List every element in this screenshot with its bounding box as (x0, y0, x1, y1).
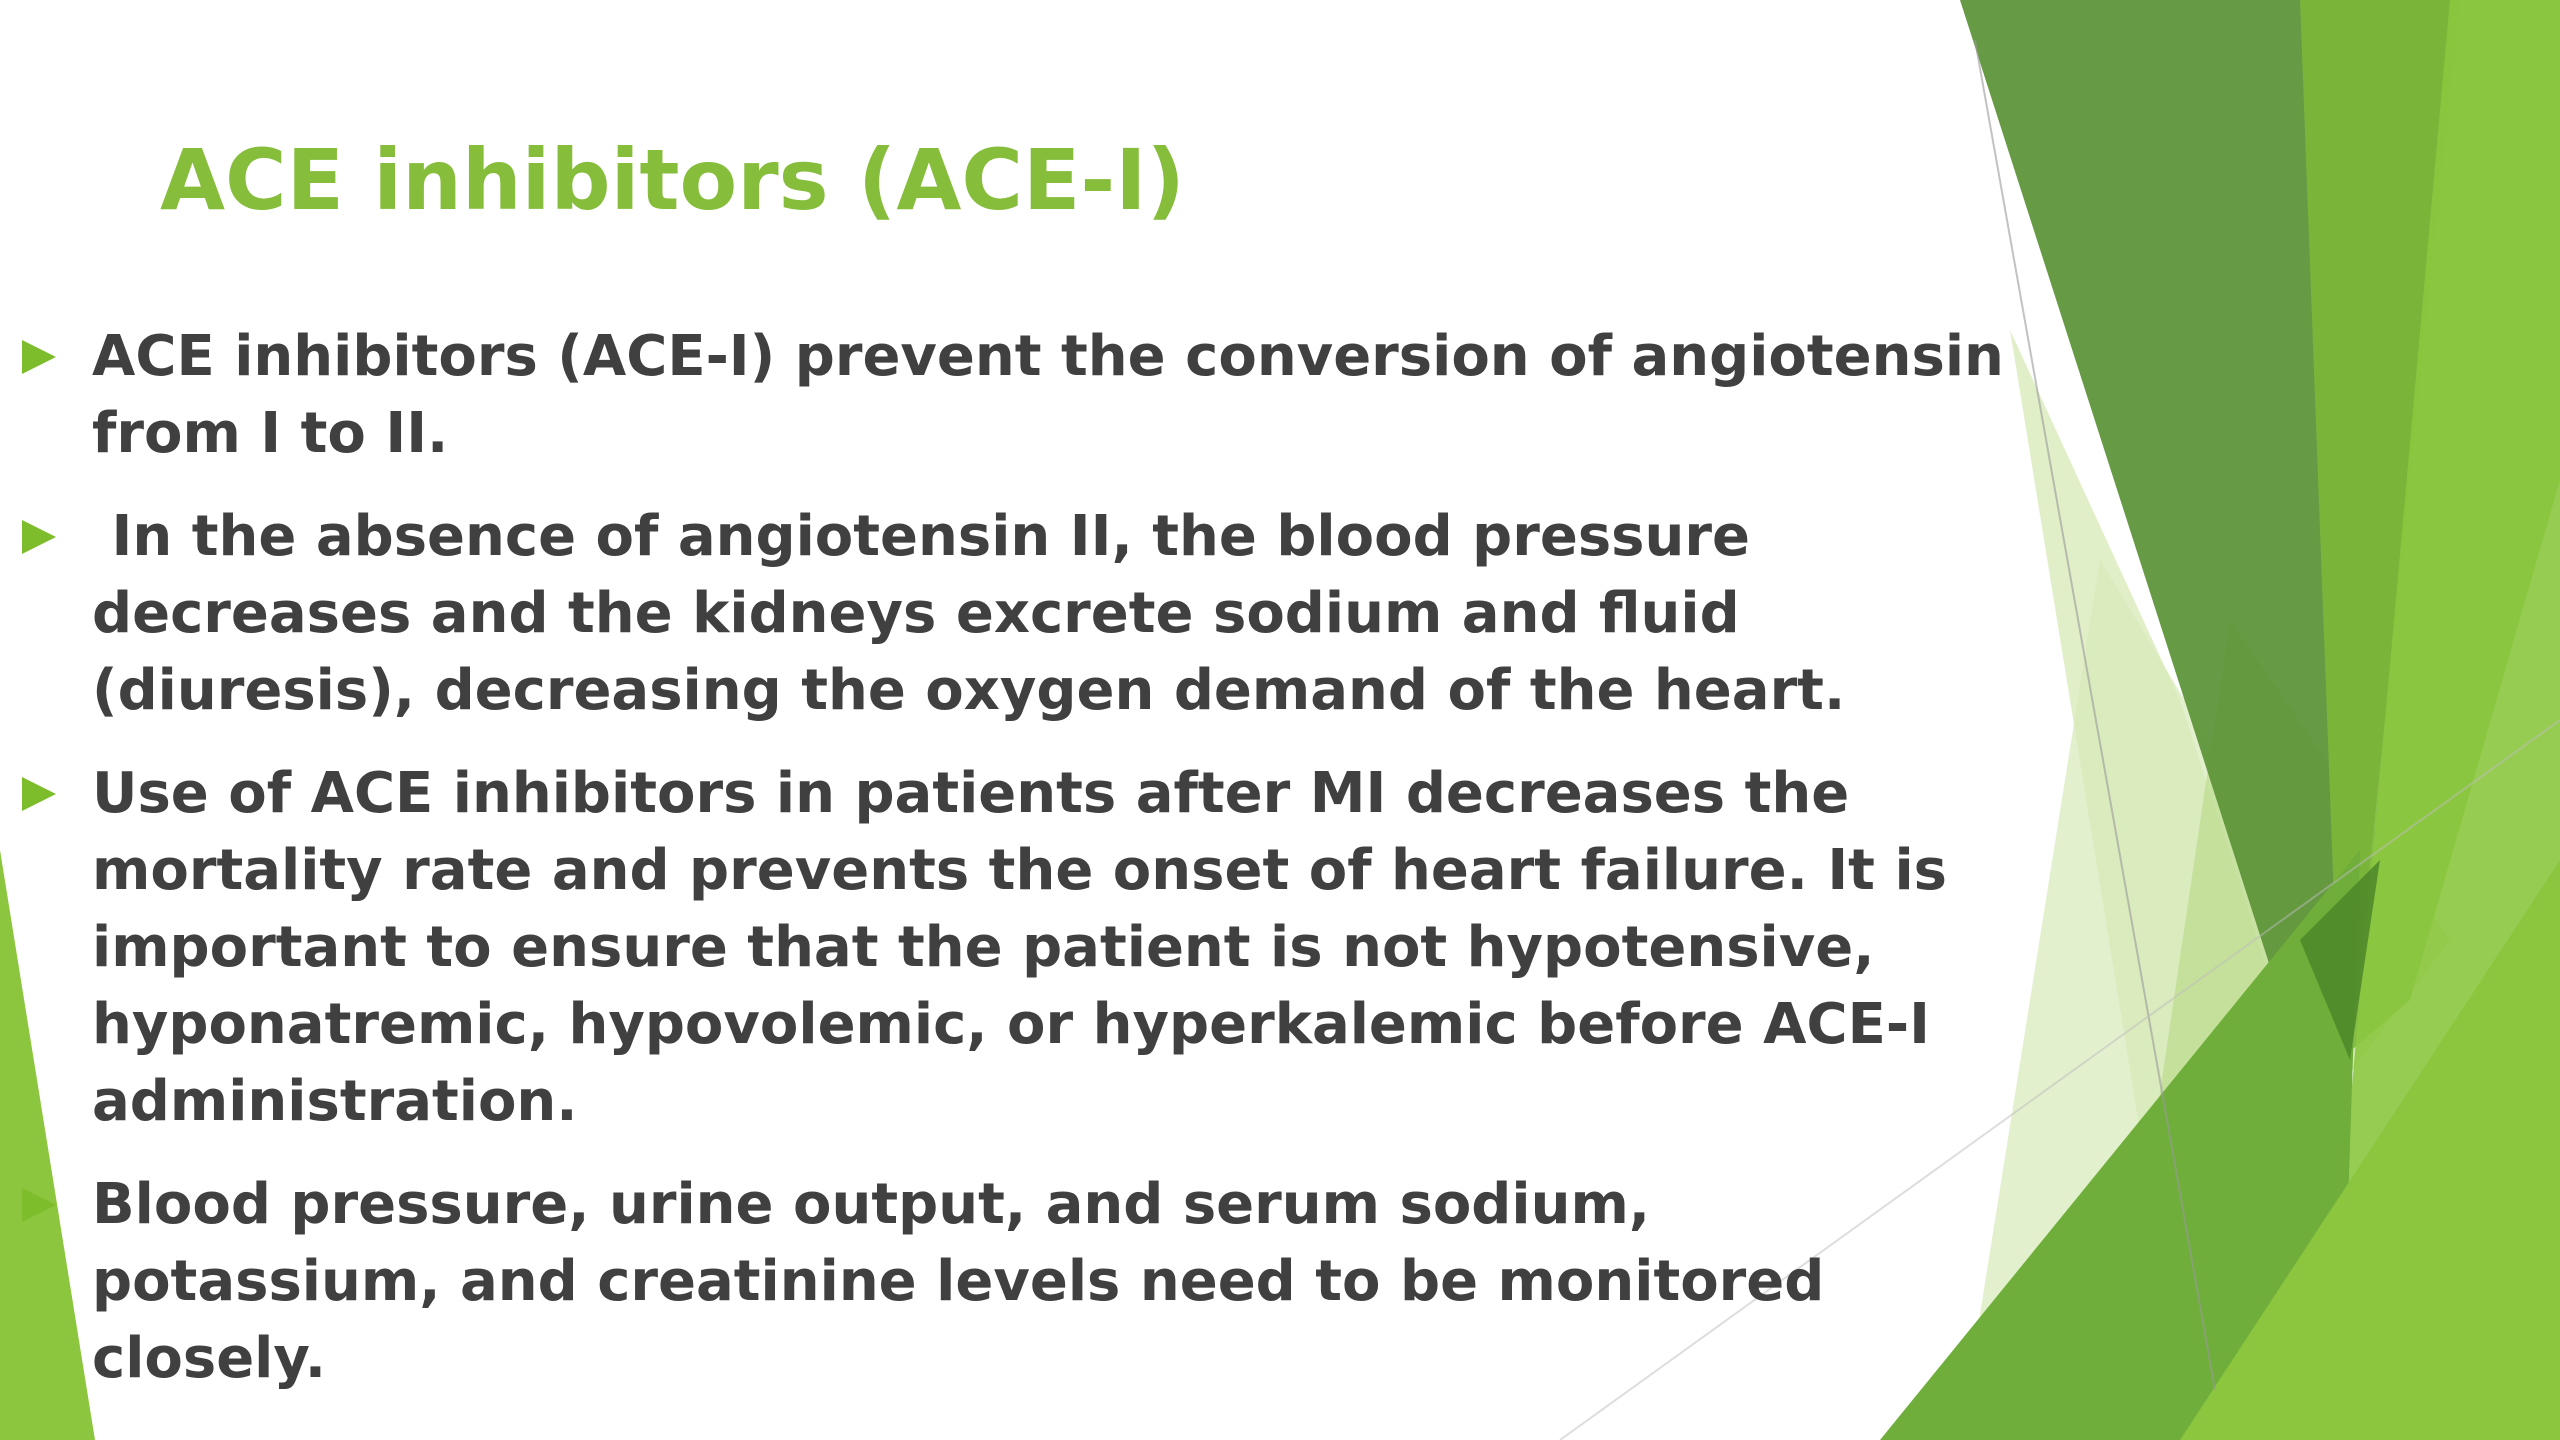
triangle-arrow-bullet-icon (22, 340, 56, 374)
bullet-list (18, 318, 2024, 1423)
triangle-arrow-bullet-icon (22, 1188, 56, 1222)
bullet-text: Blood pressure, urine output, and serum sodium, potassium, and creatinine levels need to be monitored closely. (92, 1172, 1844, 1391)
bullet-item (18, 1166, 2018, 1397)
bullet-item (18, 755, 2018, 1140)
bullet-text: ACE inhibitors (ACE-I) prevent the conversion of angiotensin from I to II. (92, 324, 2024, 466)
triangle-arrow-bullet-icon (22, 520, 56, 554)
bullet-text: In the absence of angiotensin II, the blood pressure decreases and the kidneys excrete sodium and fluid (diuresis), decreasing the oxygen demand of the heart. (92, 504, 1846, 723)
bullet-text: Use of ACE inhibitors in patients after MI decreases the mortality rate and prevents the onset of heart failure. It is important to ensure that the patient is not hypotensive, hyponatremic, hypovolemic, or hyperkalemic before ACE-I administration. (92, 761, 1967, 1134)
slide-title: ACE inhibitors (ACE-I) (160, 131, 1185, 229)
triangle-arrow-bullet-icon (22, 777, 56, 811)
bullet-item (18, 318, 2024, 472)
bullet-item (18, 498, 2018, 729)
